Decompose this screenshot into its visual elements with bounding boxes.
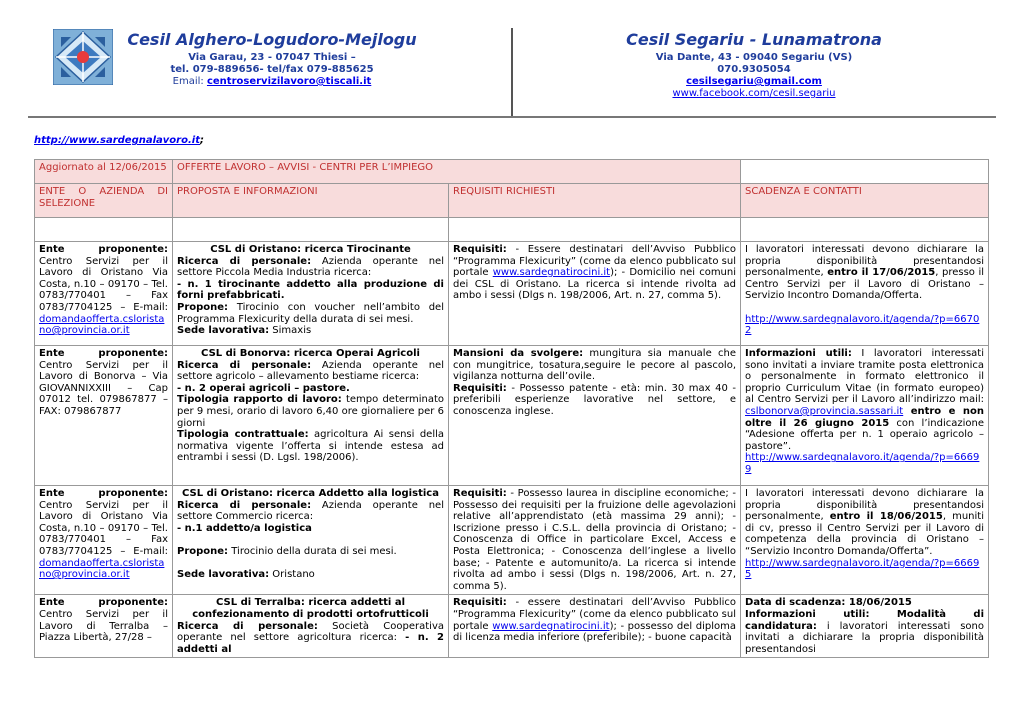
- proposta-cell: [173, 595, 449, 658]
- header-rule: [28, 116, 996, 118]
- offer-label: Sede lavorativa:: [177, 569, 270, 581]
- ente-text: Centro Servizi per il Lavoro di Oristano Via Costa, n.10 – 09170 – Tel. 0783/770401 – Fax 0783/7704125 – E-mail:: [39, 499, 168, 557]
- offer-position: - n. 2 addetti al: [177, 632, 444, 655]
- ente-label: Ente proponente:: [39, 244, 168, 255]
- offer-text: tempo determinato per 9 mesi, orario di lavoro 6,40 ore giornaliere per 6 giorni: [177, 394, 444, 429]
- org-left-address: Via Garau, 23 - 07047 Thiesi –: [188, 52, 356, 63]
- req-text: - Essere destinatari dell’Avviso Pubblico “Programma Flexicurity” (come da elenco pubblicato sul portale: [453, 244, 737, 279]
- updated-cell: Aggiornato al 12/06/2015: [35, 160, 173, 184]
- offer-label: Tipologia contrattuale:: [177, 429, 309, 441]
- table-row: [35, 486, 989, 595]
- info-label: Informazioni utili: Modalità di candidatura:: [745, 608, 985, 632]
- proposta-cell: [173, 242, 449, 346]
- offer-label: Propone:: [177, 301, 229, 313]
- ente-label: Ente proponente:: [39, 348, 168, 359]
- ente-cell: [35, 486, 173, 595]
- offers-table: [34, 159, 989, 658]
- req-text: - essere destinatari dell’Avviso Pubblico “Programma Flexicurity” (come da elenco pubblicato sul portale: [453, 597, 737, 632]
- scadenza-cell: [741, 595, 989, 658]
- offer-label: Ricerca di personale:: [177, 255, 312, 267]
- cesil-logo-icon: [53, 29, 113, 85]
- site-link[interactable]: http://www.sardegnalavoro.it: [34, 135, 200, 146]
- ente-text: Centro Servizi per il Lavoro di Oristano Via Costa, n.10 – 09170 – Tel. 0783/770401 – Fax 0783/7704125 – E-mail:: [39, 255, 168, 313]
- req-label: Requisiti:: [453, 382, 507, 394]
- offer-title: CSL di Oristano: ricerca Addetto alla logistica: [182, 488, 439, 499]
- ente-cell: [35, 346, 173, 486]
- offer-text: Tirocinio della durata di sei mesi.: [228, 545, 397, 557]
- ente-email-link[interactable]: domandaofferta.cslorista no@provincia.or.it: [39, 557, 165, 581]
- org-right: [528, 30, 980, 100]
- column-header-proposta: PROPOSTA E INFORMAZIONI: [173, 184, 449, 218]
- req-label: Mansioni da svolgere:: [453, 348, 584, 359]
- scadenza-cell: [741, 486, 989, 595]
- offer-text: Azienda operante nel settore Commercio ricerca:: [177, 499, 444, 523]
- agenda-link[interactable]: http://www.sardegnalavoro.it/agenda/?p=6670 2: [745, 313, 980, 337]
- scadenza-cell: [741, 346, 989, 486]
- org-left: [122, 30, 422, 88]
- offer-title: CSL di Terralba: ricerca addetti al confezionamento di prodotti ortofrutticoli: [192, 597, 429, 620]
- req-link[interactable]: www.sardegnatirocini.it: [492, 620, 610, 632]
- offer-text: Oristano: [269, 569, 315, 581]
- offer-label: Ricerca di personale:: [177, 620, 318, 632]
- req-text: - Possesso patente - età: min. 30 max 40 - preferibili esperienze lavorative nel settore, e conoscenza inglese.: [453, 382, 737, 417]
- ente-text: Centro Servizi per il Lavoro di Bonorva – Via GIOVANNIXXIII – Cap 07012 tel. 079867877 – FAX: 079867877: [39, 359, 168, 417]
- ente-label: Ente proponente:: [39, 488, 168, 499]
- offer-text: agricoltura Ai sensi della normativa vigente l’offerta si intende estesa ad entrambi i sessi (D. Lgsl. 198/2006).: [177, 429, 445, 464]
- offer-label: Propone:: [177, 545, 229, 557]
- proposta-cell: [173, 486, 449, 595]
- table-row: [35, 346, 989, 486]
- agenda-link[interactable]: http://www.sardegnalavoro.it/agenda/?p=6669 5: [745, 557, 980, 581]
- column-header-requisiti: REQUISITI RICHIESTI: [449, 184, 741, 218]
- requisiti-cell: [449, 346, 741, 486]
- offer-text: Simaxis: [269, 325, 312, 337]
- req-text: ); - possesso del diploma di licenza media inferiore (preferibile); - buone capacità: [453, 620, 737, 644]
- offer-label: Sede lavorativa:: [177, 325, 270, 337]
- offer-label: Tipologia rapporto di lavoro:: [177, 394, 342, 406]
- deadline-date: entro il 18/06/2015: [829, 511, 943, 523]
- org-left-email-line: [122, 76, 422, 88]
- req-link[interactable]: www.sardegnatirocini.it: [492, 267, 611, 279]
- page-header: [0, 0, 1024, 120]
- column-header-ente: ENTE O AZIENDA DI SELEZIONE: [35, 184, 173, 218]
- table-title-cell: OFFERTE LAVORO – AVVISI - CENTRI PER L’IMPIEGO: [173, 160, 741, 184]
- requisiti-cell: [449, 242, 741, 346]
- org-right-tel: 070.9305054: [717, 64, 791, 75]
- offer-label: Ricerca di personale:: [177, 499, 312, 511]
- deadline-date: entro e non oltre il 26 giugno 2015: [745, 405, 985, 429]
- deadline-text: I lavoratori interessati devono dichiarare la propria disponibilità presentandosi personalmente,: [745, 244, 985, 279]
- ente-label: Ente proponente:: [39, 597, 168, 609]
- offer-text: Azienda operante nel settore Piccola Media Industria ricerca:: [177, 255, 444, 279]
- table-row: [35, 595, 989, 658]
- req-label: Requisiti:: [453, 488, 507, 499]
- site-line: [34, 135, 204, 146]
- deadline-text: i lavoratori interessati sono invitati a dichiarare la propria disponibilità presentandosi: [745, 620, 985, 655]
- site-suffix: ;: [200, 135, 204, 146]
- ente-text: Centro Servizi per il Lavoro di Terralba – Piazza Libertà, 27/28 –: [39, 608, 168, 644]
- deadline-date: Data di scadenza: 18/06/2015: [745, 597, 912, 609]
- ente-email-link[interactable]: domandaofferta.cslorista no@provincia.or.it: [39, 313, 165, 337]
- requisiti-cell: [449, 595, 741, 658]
- offer-label: Ricerca di personale:: [177, 359, 312, 371]
- table-row: [35, 242, 989, 346]
- org-right-address: Via Dante, 43 - 09040 Segariu (VS): [655, 52, 853, 63]
- offer-text: Azienda operante nel settore agricolo – allevamento bestiame ricerca:: [177, 359, 444, 383]
- deadline-text: I lavoratori interessati sono invitati a inviare tramite posta elettronica o personalmente in formato elettronico il proprio Curriculum Vitae (in formato europeo) al Centro Servizi per il Lavoro all’indirizzo mail:: [745, 348, 985, 406]
- table-title-empty-cell: [741, 160, 989, 184]
- req-label: Requisiti:: [453, 244, 507, 255]
- ente-cell: [35, 595, 173, 658]
- req-text: mungitura sia manuale che con mungitrice, tosatura,seguire le pecore al pascolo, vigilanza notturna dell’ovile.: [453, 348, 737, 383]
- deadline-text: , muniti di cv, presso il Centro Servizi per il Lavoro di competenza della provincia di Oristano – “Servizio Incontro Domanda/Offerta”.: [745, 511, 985, 557]
- ente-cell: [35, 242, 173, 346]
- scadenza-cell: [741, 242, 989, 346]
- org-left-email-label: Email:: [172, 76, 207, 87]
- deadline-text: I lavoratori interessati devono dichiarare la propria disponibilità presentandosi personalmente,: [745, 488, 985, 523]
- column-header-scadenza: SCADENZA E CONTATTI: [741, 184, 989, 218]
- offer-title: CSL di Oristano: ricerca Tirocinante: [210, 244, 411, 255]
- agenda-link[interactable]: http://www.sardegnalavoro.it/agenda/?p=6669 9: [745, 452, 980, 475]
- header-divider: [511, 28, 513, 116]
- org-left-name: Cesil Alghero-Logudoro-Mejlogu: [127, 30, 417, 49]
- req-label: Requisiti:: [453, 597, 507, 609]
- org-right-email-link[interactable]: cesilsegariu@gmail.com: [686, 76, 822, 87]
- deadline-date: entro il 17/06/2015: [827, 267, 936, 279]
- table-header-row: [35, 184, 989, 218]
- deadline-text: con l’indicazione “Adesione offerta per n. 1 operaio agricolo – pastore”.: [745, 417, 985, 452]
- info-label: Informazioni utili:: [745, 348, 852, 359]
- org-left-tel: tel. 079-889656- tel/fax 079-885625: [170, 64, 374, 75]
- contact-email-link[interactable]: cslbonorva@provincia.sassari.it: [745, 405, 904, 417]
- org-right-name: Cesil Segariu - Lunamatrona: [626, 30, 882, 49]
- offer-text: Società Cooperativa operante nel settore agricoltura ricerca:: [177, 620, 444, 644]
- offer-text: Tirocinio con voucher nell’ambito del Programma Flexicurity della durata di sei mesi.: [177, 301, 444, 325]
- req-text: ); - Domicilio nei comuni dei CSL di Oristano. La ricerca si intende rivolta ad ambo i sessi (Dlgs n. 198/2006, Art. n. 27, comma 5).: [453, 267, 737, 302]
- offer-position: - n.1 addetto/a logistica: [177, 522, 312, 534]
- req-text: - Possesso laurea in discipline economiche; - Possesso dei requisiti per la fruizione delle agevolazioni relative all’apprendistato (età massima 29 anni); - Iscrizione presso i C.S.L. della provincia di Oristano; - Conoscenza di Office in particolare Excel, Access e Posta Elettronica; - Conoscenza dell’inglese a livello base; - Patente e automunito/a. La ricerca si intende rivolta ad ambo i sessi (Dlgs n. 198/2006, Art. n. 27, comma 5).: [453, 488, 737, 592]
- org-left-email-link[interactable]: centroservizilavoro@tiscali.it: [206, 76, 372, 87]
- proposta-cell: [173, 346, 449, 486]
- deadline-text: , presso il Centro Servizi per il Lavoro di Oristano – Servizio Incontro Domanda/Offerta.: [745, 267, 985, 302]
- offer-title: CSL di Bonorva: ricerca Operai Agricoli: [201, 348, 420, 359]
- offer-position: - n. 1 tirocinante addetto alla produzione di forni prefabbricati.: [177, 278, 444, 302]
- offer-position: - n. 2 operai agricoli – pastore.: [177, 382, 350, 394]
- table-title-row: [35, 160, 989, 184]
- requisiti-cell: [449, 486, 741, 595]
- org-right-web-link[interactable]: www.facebook.com/cesil.segariu: [672, 88, 836, 99]
- spacer-row: [35, 218, 989, 242]
